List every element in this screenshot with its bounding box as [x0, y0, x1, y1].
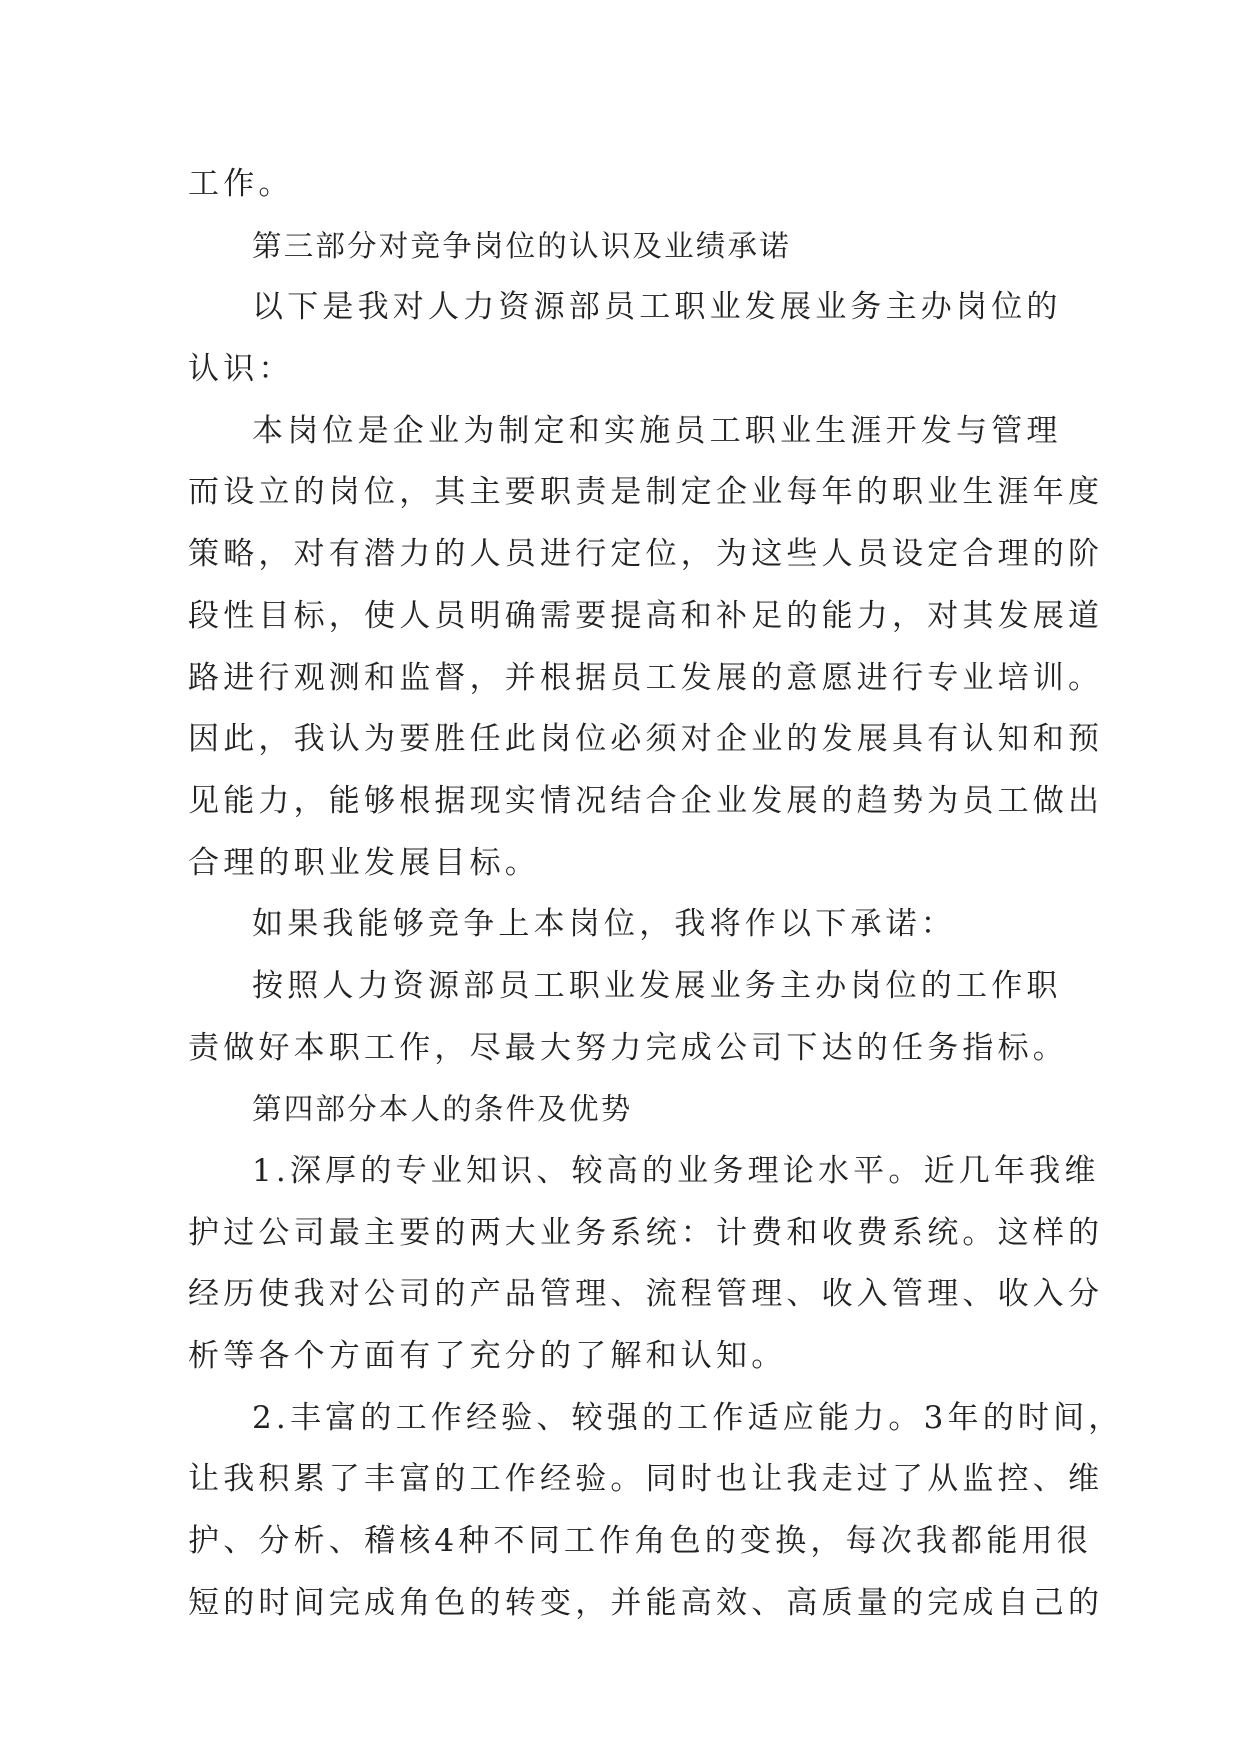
- text-line: 责做好本职工作，尽最大努力完成公司下达的任务指标。: [188, 1029, 1068, 1066]
- text-line: 1.深厚的专业知识、较高的业务理论水平。近几年我维: [252, 1153, 1100, 1189]
- text-line: 短的时间完成角色的转变，并能高效、高质量的完成自己的: [188, 1584, 1104, 1621]
- text-line: 2.丰富的工作经验、较强的工作适应能力。3年的时间，: [252, 1399, 1124, 1436]
- text-line: 而设立的岗位，其主要职责是制定企业每年的职业生涯年度: [188, 474, 1104, 511]
- text-line: 因此，我认为要胜任此岗位必须对企业的发展具有认知和预: [188, 721, 1104, 758]
- text-line: 路进行观测和监督，并根据员工发展的意愿进行专业培训。: [188, 659, 1104, 696]
- text-line: 合理的职业发展目标。: [188, 844, 540, 881]
- text-line: 以下是我对人力资源部员工职业发展业务主办岗位的: [252, 289, 1062, 326]
- text-line: 段性目标，使人员明确需要提高和补足的能力，对其发展道: [188, 597, 1104, 634]
- text-line: 策略，对有潜力的人员进行定位，为这些人员设定合理的阶: [188, 536, 1104, 573]
- text-line: 护、分析、稽核4种不同工作角色的变换，每次我都能用很: [188, 1523, 1092, 1560]
- text-line: 护过公司最主要的两大业务系统：计费和收费系统。这样的: [188, 1214, 1104, 1251]
- text-line: 让我积累了丰富的工作经验。同时也让我走过了从监控、维: [188, 1461, 1104, 1498]
- text-line: 如果我能够竞争上本岗位，我将作以下承诺：: [252, 906, 956, 943]
- section-heading-part-three: 第三部分对竞争岗位的认识及业绩承诺: [252, 228, 791, 263]
- text-line: 按照人力资源部员工职业发展业务主办岗位的工作职: [252, 967, 1062, 1004]
- text-line: 认识：: [188, 351, 294, 388]
- text-line: 见能力，能够根据现实情况结合企业发展的趋势为员工做出: [188, 782, 1104, 819]
- text-line: 析等各个方面有了充分的了解和认知。: [188, 1338, 787, 1375]
- text-line: 工作。: [188, 166, 294, 202]
- text-line: 经历使我对公司的产品管理、流程管理、收入管理、收入分: [188, 1276, 1104, 1313]
- text-line: 本岗位是企业为制定和实施员工职业生涯开发与管理: [252, 412, 1062, 449]
- body-text: [188, 154, 1124, 1635]
- section-heading-part-four: 第四部分本人的条件及优势: [252, 1092, 633, 1127]
